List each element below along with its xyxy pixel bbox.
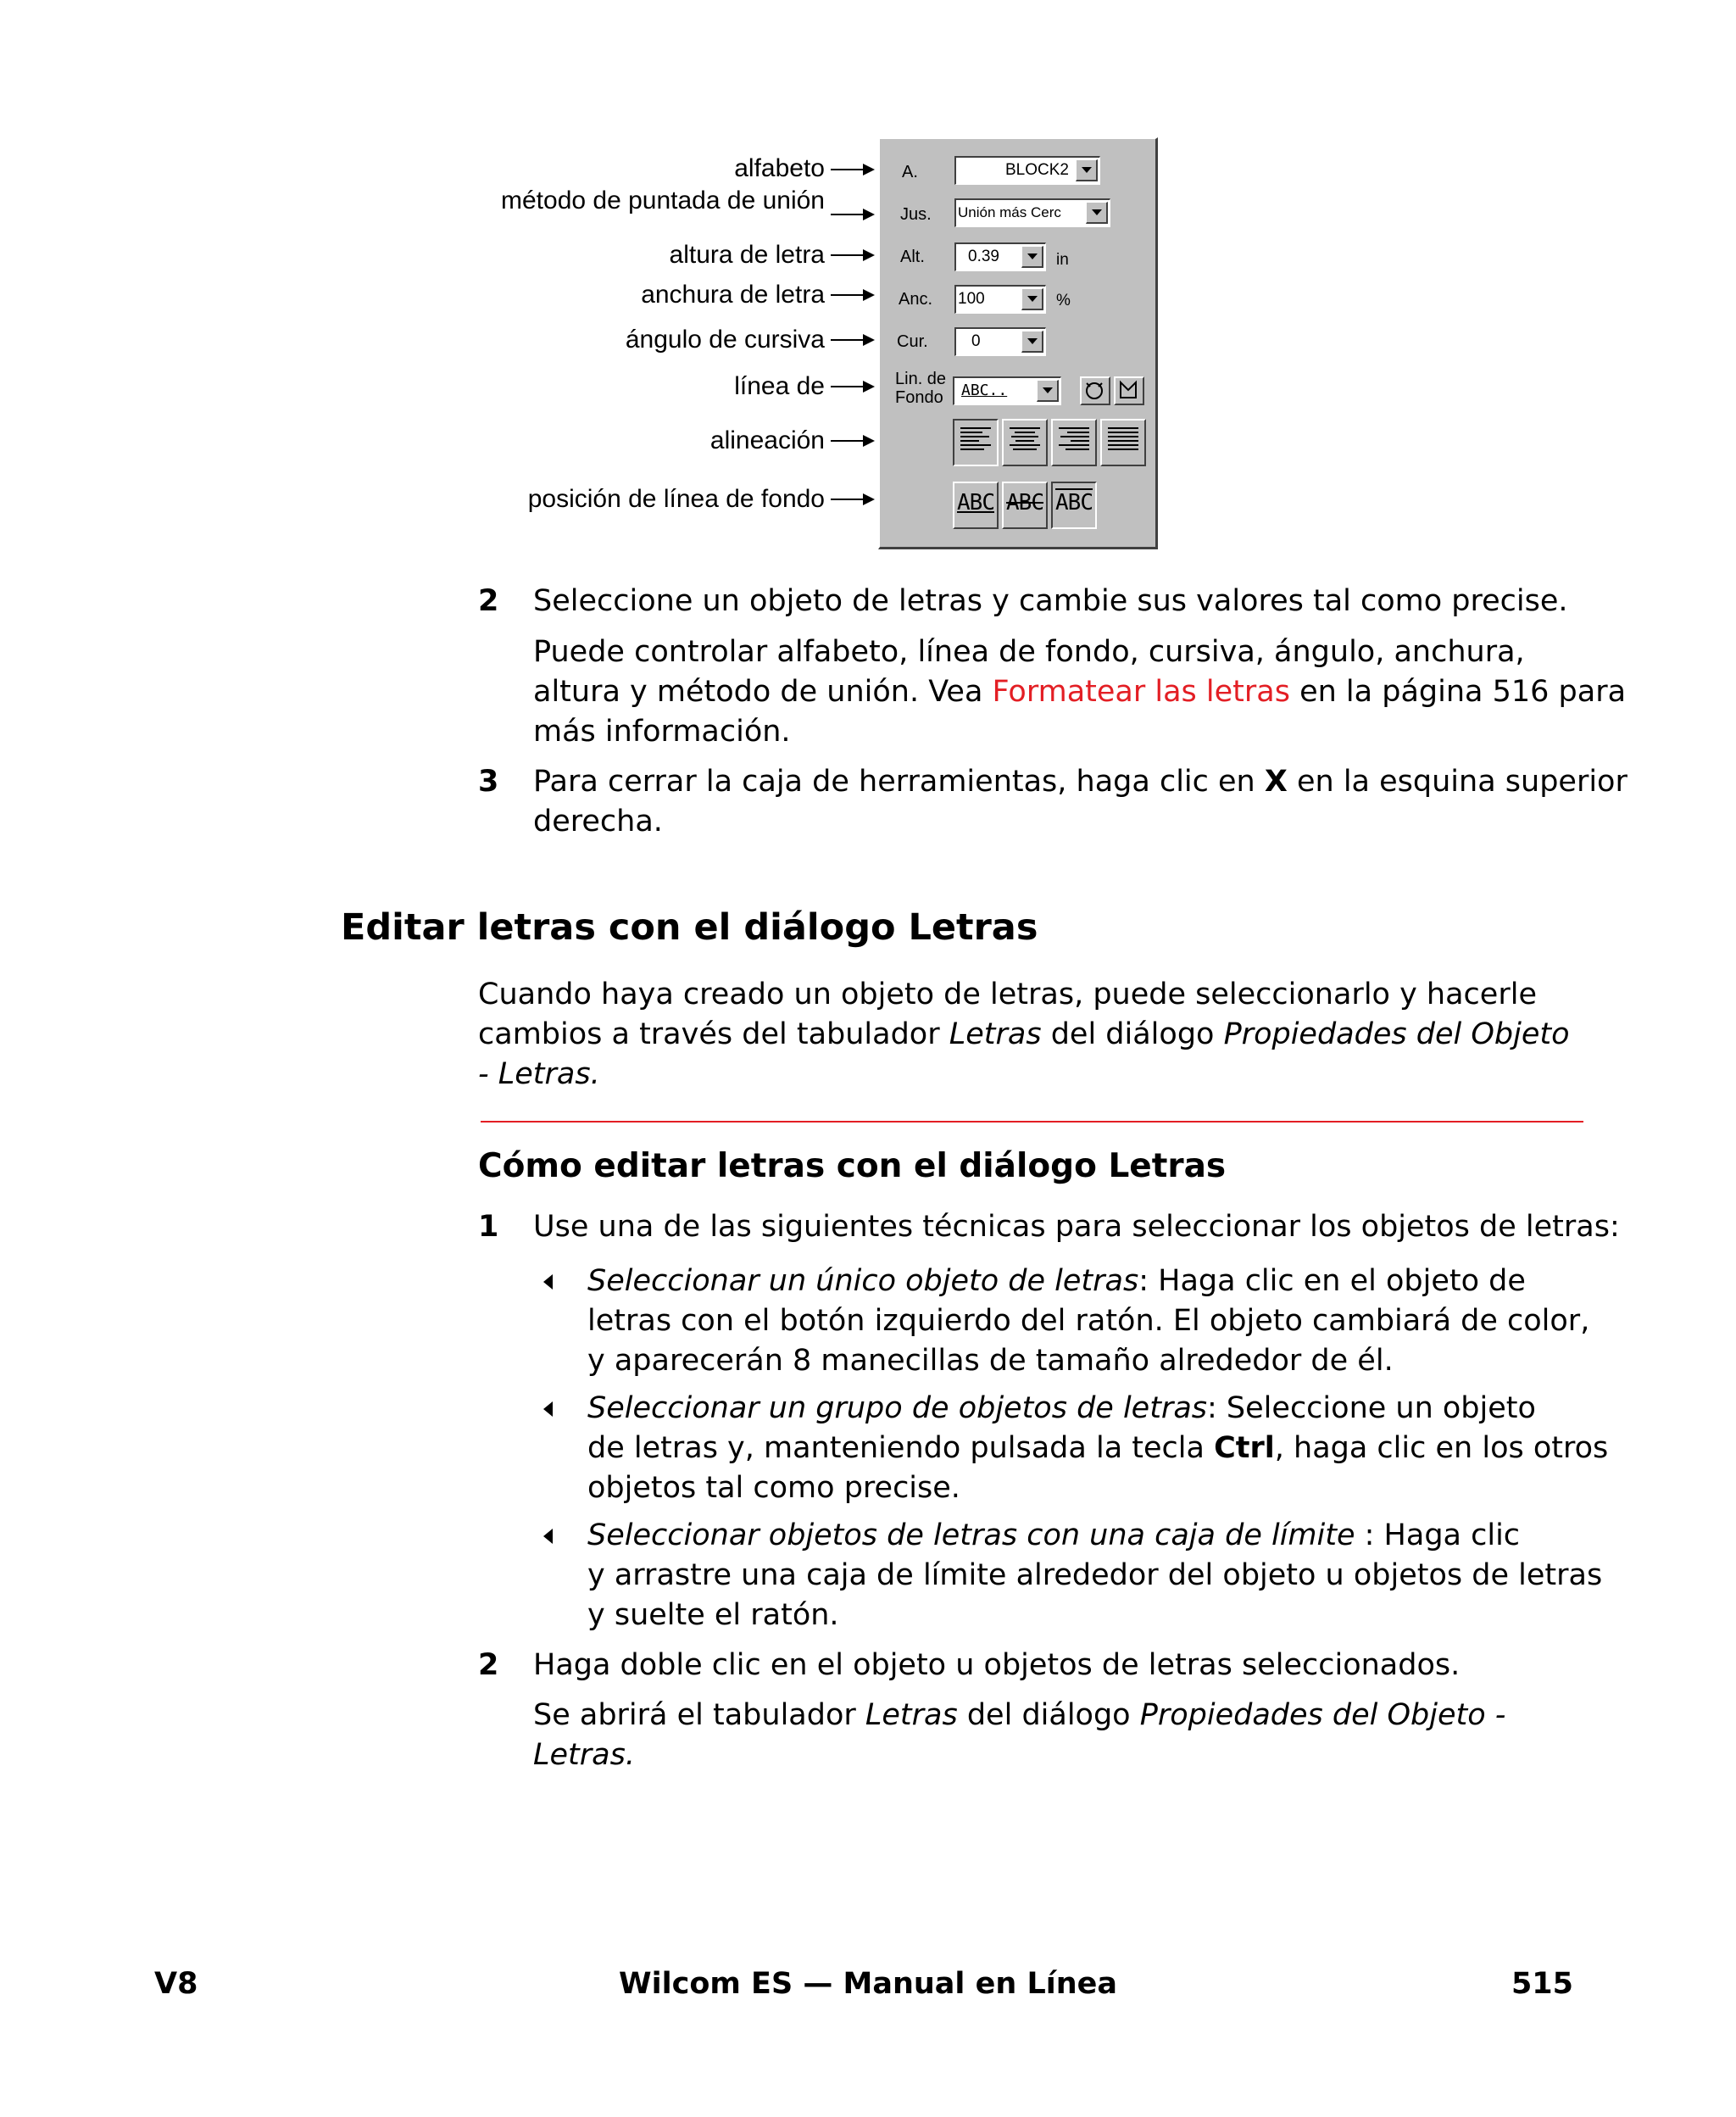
justification-value: Unión más Cerc: [958, 204, 1061, 220]
alphabet-value: BLOCK2: [1005, 161, 1069, 179]
callout-posicion-linea: posición de línea de fondo: [527, 485, 825, 513]
text-run: del diálogo: [1041, 1017, 1224, 1051]
envelope-baseline-icon: [1116, 378, 1141, 402]
callout-metodo-union: método de puntada de unión: [501, 187, 825, 214]
height-unit: in: [1056, 251, 1069, 269]
bullet-line: objetos tal como precise.: [587, 1471, 960, 1505]
text-run: , haga clic en los otros: [1274, 1431, 1609, 1465]
width-value: 100: [958, 290, 985, 308]
width-label: Anc.: [899, 290, 933, 309]
footer-title: Wilcom ES — Manual en Línea: [618, 1967, 1118, 2001]
footer-version: V8: [154, 1967, 198, 2001]
align-left-icon: [960, 427, 991, 453]
text-run: altura y método de unión. Vea: [533, 675, 993, 709]
height-input[interactable]: [954, 242, 1046, 271]
justification-label: Jus.: [900, 205, 932, 224]
align-justify-button[interactable]: [1100, 419, 1146, 466]
align-right-icon: [1059, 427, 1089, 453]
arrow-icon: [831, 435, 875, 447]
text-run: en la esquina superior: [1287, 765, 1628, 799]
procedure-heading: Cómo editar letras con el diálogo Letras: [478, 1147, 1227, 1185]
baseline-value: ABC..: [961, 382, 1008, 399]
chevron-down-icon[interactable]: [1021, 331, 1043, 353]
baseline-label-1: Lin. de: [895, 370, 947, 388]
text-run: Seleccionar objetos de letras con una caja de límite: [587, 1518, 1355, 1552]
step-number: 3: [478, 765, 499, 799]
text-run: Se abrirá el tabulador: [533, 1698, 865, 1732]
text-run: Para cerrar la caja de herramientas, haga clic en: [533, 765, 1265, 799]
baseline-position-middle-button[interactable]: [1002, 482, 1048, 529]
baseline-position-bottom-label: ABC: [957, 490, 994, 515]
text-run: cambios a través del tabulador: [478, 1017, 949, 1051]
step-text: Seleccione un objeto de letras y cambie sus valores tal como precise.: [533, 584, 1568, 618]
step-detail-line: más información.: [533, 715, 791, 749]
close-key: X: [1264, 765, 1288, 799]
chevron-down-icon[interactable]: [1021, 288, 1043, 310]
baseline-position-bottom-button[interactable]: [953, 482, 999, 529]
text-run: : Haga clic en el objeto de: [1138, 1264, 1526, 1298]
callout-cursiva: ángulo de cursiva: [625, 326, 825, 354]
arrow-icon: [831, 249, 875, 261]
intro-line: Cuando haya creado un objeto de letras, puede seleccionarlo y hacerle: [478, 978, 1537, 1011]
text-run: Seleccionar un único objeto de letras: [587, 1264, 1139, 1298]
ctrl-key: Ctrl: [1214, 1431, 1275, 1465]
intro-line: - Letras.: [478, 1057, 600, 1091]
height-label: Alt.: [900, 248, 925, 266]
baseline-position-top-label: $\overline{ABC}$: [1055, 490, 1093, 515]
arrow-icon: [831, 334, 875, 346]
height-value: 0.39: [968, 248, 999, 265]
arrow-icon: [831, 493, 875, 505]
callout-alfabeto: alfabeto: [734, 154, 825, 182]
align-justify-icon: [1108, 427, 1138, 453]
step-text: Haga doble clic en el objeto u objetos de letras seleccionados.: [533, 1648, 1461, 1682]
text-run: Letras: [865, 1698, 958, 1732]
baseline-position-middle-label: ABC: [1006, 490, 1043, 515]
intro-line: [478, 1015, 1570, 1055]
width-input[interactable]: [954, 285, 1046, 314]
text-run: : Haga clic: [1355, 1518, 1521, 1552]
bullet-line: [587, 1429, 1608, 1468]
callout-anchura: anchura de letra: [641, 281, 825, 309]
align-left-button[interactable]: [953, 419, 999, 466]
step-number: 2: [478, 1648, 499, 1682]
bullet-line: y suelte el ratón.: [587, 1598, 839, 1632]
bullet-line: y arrastre una caja de límite alrededor del objeto u objetos de letras: [587, 1558, 1603, 1592]
step-number: 1: [478, 1210, 499, 1244]
italic-label: Cur.: [897, 332, 928, 351]
bullet-arrow-icon: [543, 1274, 553, 1290]
align-right-button[interactable]: [1051, 419, 1097, 466]
step-text: [533, 762, 1628, 802]
step-detail-line: [533, 672, 1626, 712]
divider: [481, 1121, 1583, 1123]
callout-alineacion: alineación: [709, 426, 825, 454]
text-run: en la página 516 para: [1289, 675, 1627, 709]
alphabet-label: A.: [902, 163, 918, 181]
section-heading: Editar letras con el diálogo Letras: [341, 906, 1038, 949]
text-run: Letras: [949, 1017, 1042, 1051]
bullet-line: [587, 1516, 1520, 1556]
step-text: derecha.: [533, 805, 663, 838]
step-number: 2: [478, 584, 499, 618]
align-center-button[interactable]: [1002, 419, 1048, 466]
chevron-down-icon[interactable]: [1086, 202, 1108, 224]
baseline-position-top-button[interactable]: [1051, 482, 1097, 529]
footer-page-number: 515: [1511, 1967, 1573, 2001]
callout-linea: línea de: [734, 372, 825, 400]
bullet-line: letras con el botón izquierdo del ratón. El objeto cambiará de color,: [587, 1304, 1590, 1338]
bullet-line: [587, 1389, 1536, 1429]
italic-value: 0: [971, 332, 981, 350]
align-center-icon: [1010, 427, 1040, 453]
text-run: del diálogo: [957, 1698, 1140, 1732]
arrow-icon: [831, 164, 875, 175]
arrow-icon: [831, 289, 875, 301]
baseline-select[interactable]: [953, 376, 1061, 405]
text-run: Seleccionar un grupo de objetos de letras: [587, 1391, 1208, 1425]
bullet-line: y aparecerán 8 manecillas de tamaño alrededor de él.: [587, 1344, 1394, 1378]
lettering-toolbox-panel: [878, 137, 1158, 549]
circle-baseline-icon: [1082, 378, 1107, 402]
text-run: Propiedades del Objeto: [1223, 1017, 1570, 1051]
chevron-down-icon[interactable]: [1021, 246, 1043, 268]
bullet-arrow-icon: [543, 1529, 553, 1544]
callout-altura: altura de letra: [669, 241, 825, 269]
step-detail-line: Puede controlar alfabeto, línea de fondo, cursiva, ángulo, anchura,: [533, 635, 1525, 669]
arrow-icon: [831, 209, 875, 220]
step-text: Use una de las siguientes técnicas para seleccionar los objetos de letras:: [533, 1210, 1620, 1244]
baseline-circle-button[interactable]: [1080, 376, 1110, 405]
arrow-icon: [831, 381, 875, 393]
justification-select[interactable]: [954, 198, 1110, 227]
step-detail-line: [533, 1696, 1505, 1735]
chevron-down-icon[interactable]: [1076, 159, 1098, 181]
text-run: de letras y, manteniendo pulsada la tecla: [587, 1431, 1215, 1465]
formatear-link[interactable]: Formatear las letras: [992, 675, 1290, 709]
baseline-envelope-button[interactable]: [1114, 376, 1144, 405]
italic-input[interactable]: [954, 327, 1046, 356]
step-detail-line: Letras.: [533, 1738, 635, 1772]
bullet-line: [587, 1262, 1526, 1301]
text-run: : Seleccione un objeto: [1207, 1391, 1536, 1425]
alphabet-select[interactable]: [954, 156, 1100, 185]
text-run: Propiedades del Objeto -: [1139, 1698, 1506, 1732]
baseline-label-2: Fondo: [895, 388, 943, 407]
width-unit: %: [1056, 292, 1071, 309]
bullet-arrow-icon: [543, 1401, 553, 1417]
chevron-down-icon[interactable]: [1037, 380, 1059, 402]
